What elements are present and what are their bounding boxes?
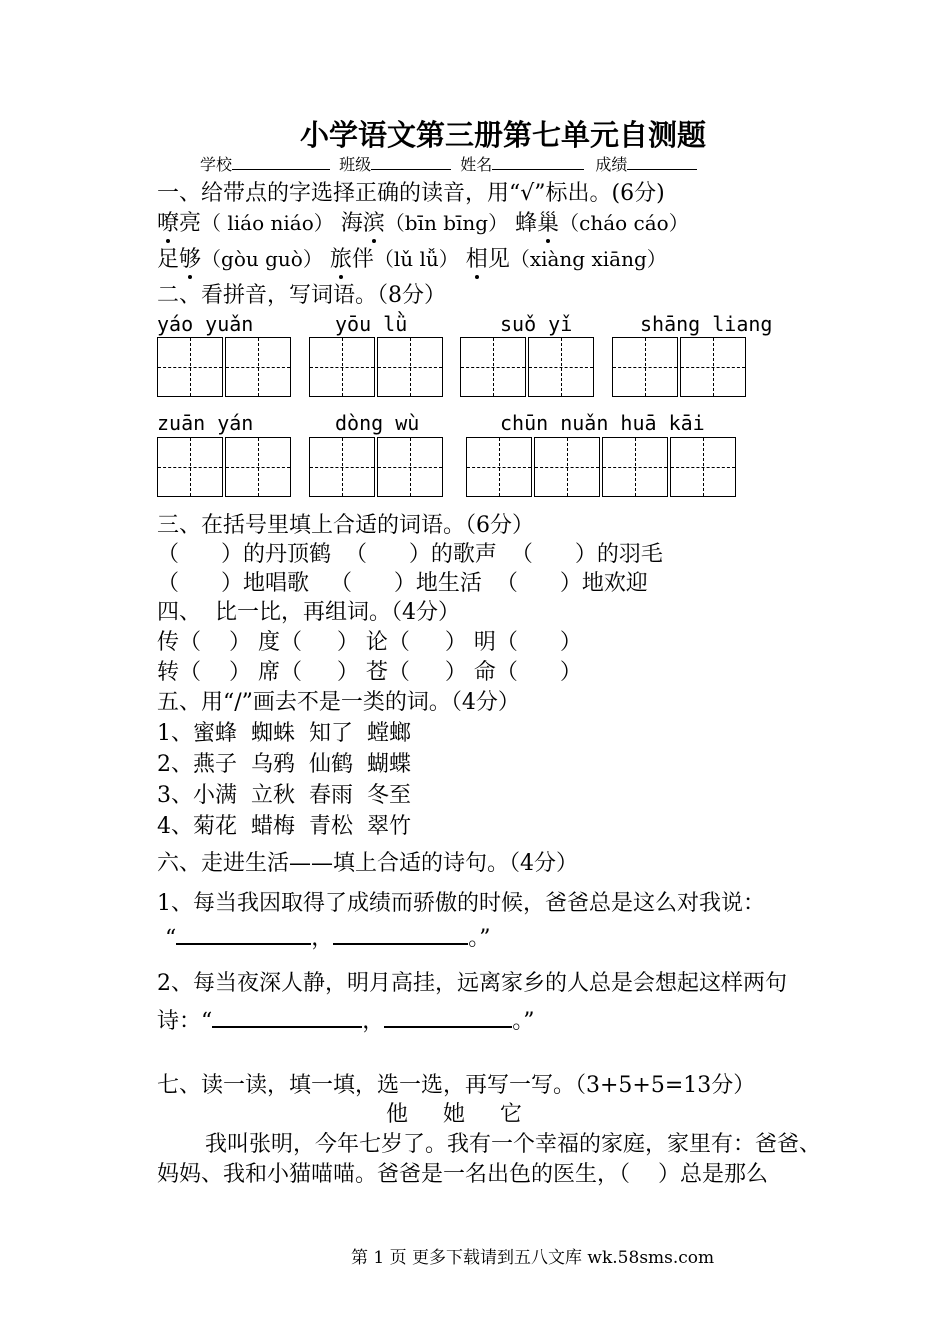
list-item[interactable]: 4、菊花 蜡梅 青松 翠竹	[157, 814, 411, 839]
writing-cell[interactable]	[377, 437, 443, 497]
writing-cell[interactable]	[157, 437, 223, 497]
list-item[interactable]: 1、蜜蜂 蜘蛛 知了 螳螂	[157, 721, 411, 746]
writing-grid	[460, 337, 594, 397]
writing-cell[interactable]	[309, 337, 375, 397]
student-info-row	[200, 152, 697, 175]
section-4-row-1[interactable]: 传（ ） 度（ ） 论（ ） 明（ ）	[157, 630, 582, 655]
passage-line-2[interactable]: 妈妈、我和小猫喵喵。爸爸是一名出色的医生，（ ）总是那么	[157, 1162, 768, 1187]
writing-grid	[157, 337, 291, 397]
section-6-answer-2: 诗：“ ， 。”	[157, 1009, 535, 1034]
writing-cell[interactable]	[528, 337, 594, 397]
section-2-heading: 二、看拼音，写词语。（8分）	[157, 283, 446, 308]
section-4-heading: 四、 比一比，再组词。（4分）	[157, 600, 460, 625]
section-3-row-1[interactable]: （ ）的丹顶鹤 （ ）的歌声 （ ）的羽毛	[157, 542, 663, 567]
writing-cell[interactable]	[680, 337, 746, 397]
class-blank[interactable]	[371, 155, 451, 170]
word-item: 蜂巢（cháo cáo）	[515, 211, 689, 236]
name-blank[interactable]	[492, 155, 584, 170]
word-item: 嘹亮（ liáo niáo）	[157, 211, 334, 236]
section-4-row-2[interactable]: 转（ ） 席（ ） 苍（ ） 命（ ）	[157, 660, 582, 685]
writing-grid	[466, 437, 736, 497]
pinyin-label: chūn nuǎn huā kāi	[500, 411, 705, 435]
writing-grid	[612, 337, 746, 397]
pinyin-label: shāng liang	[640, 312, 773, 336]
writing-cell[interactable]	[225, 437, 291, 497]
writing-grid	[157, 437, 291, 497]
passage-line-1: 我叫张明，今年七岁了。我有一个幸福的家庭，家里有：爸爸、	[205, 1132, 822, 1157]
list-item[interactable]: 3、小满 立秋 春雨 冬至	[157, 783, 411, 808]
writing-cell[interactable]	[460, 337, 526, 397]
section-7-heading: 七、读一读，填一填，选一选，再写一写。（3+5+5=13分）	[157, 1073, 756, 1098]
poem-blank[interactable]	[333, 943, 468, 945]
writing-cell[interactable]	[534, 437, 600, 497]
writing-cell[interactable]	[377, 337, 443, 397]
poem-blank[interactable]	[384, 1026, 512, 1028]
pronoun-choices: 他 她 它	[386, 1102, 522, 1127]
writing-grid	[309, 337, 443, 397]
section-6-question-1: 1、每当我因取得了成绩而骄傲的时候，爸爸总是这么对我说：	[157, 891, 765, 916]
writing-grid	[309, 437, 443, 497]
word-item: 足够（gòu guò）	[157, 247, 323, 272]
pinyin-label: suǒ yǐ	[500, 312, 573, 336]
pinyin-label: yáo yuǎn	[157, 312, 254, 336]
section-6-answer-1: “ ， 。”	[165, 926, 491, 951]
pinyin-label: zuān yán	[157, 411, 254, 435]
school-blank[interactable]	[232, 155, 330, 170]
section-5-heading: 五、用“/”画去不是一类的词。（4分）	[157, 690, 520, 715]
pinyin-label: yōu lǜ	[335, 312, 408, 336]
word-item: 旅伴（lǔ lǚ）	[330, 247, 459, 272]
section-3-heading: 三、在括号里填上合适的词语。（6分）	[157, 513, 534, 538]
pinyin-label: dòng wù	[335, 411, 420, 435]
section-6-question-2: 2、每当夜深人静，明月高挂，远离家乡的人总是会想起这样两句	[157, 971, 787, 996]
score-label: 成绩	[595, 155, 628, 174]
class-label: 班级	[339, 155, 372, 174]
school-label: 学校	[200, 155, 233, 174]
writing-cell[interactable]	[612, 337, 678, 397]
writing-cell[interactable]	[466, 437, 532, 497]
writing-cell[interactable]	[157, 337, 223, 397]
section-3-row-2[interactable]: （ ）地唱歌 （ ）地生活 （ ）地欢迎	[157, 571, 648, 596]
section-1-heading: 一、给带点的字选择正确的读音，用“√”标出。(6分)	[157, 181, 665, 206]
page-footer: 第 1 页 更多下载请到五八文库 wk.58sms.com	[351, 1248, 715, 1268]
page-title: 小学语文第三册第七单元自测题	[300, 118, 707, 152]
section-1-row-1	[157, 206, 689, 237]
section-1-row-2	[157, 242, 667, 273]
list-item[interactable]: 2、燕子 乌鸦 仙鹤 蝴蝶	[157, 752, 411, 777]
poem-blank[interactable]	[176, 943, 311, 945]
word-item: 相见（xiàng xiāng）	[466, 247, 667, 272]
writing-cell[interactable]	[670, 437, 736, 497]
score-blank[interactable]	[627, 155, 697, 170]
writing-cell[interactable]	[225, 337, 291, 397]
section-6-heading: 六、走进生活——填上合适的诗句。（4分）	[157, 851, 578, 876]
word-item: 海滨（bīn bīng）	[341, 211, 508, 236]
writing-cell[interactable]	[309, 437, 375, 497]
writing-cell[interactable]	[602, 437, 668, 497]
name-label: 姓名	[460, 155, 493, 174]
poem-blank[interactable]	[212, 1026, 362, 1028]
